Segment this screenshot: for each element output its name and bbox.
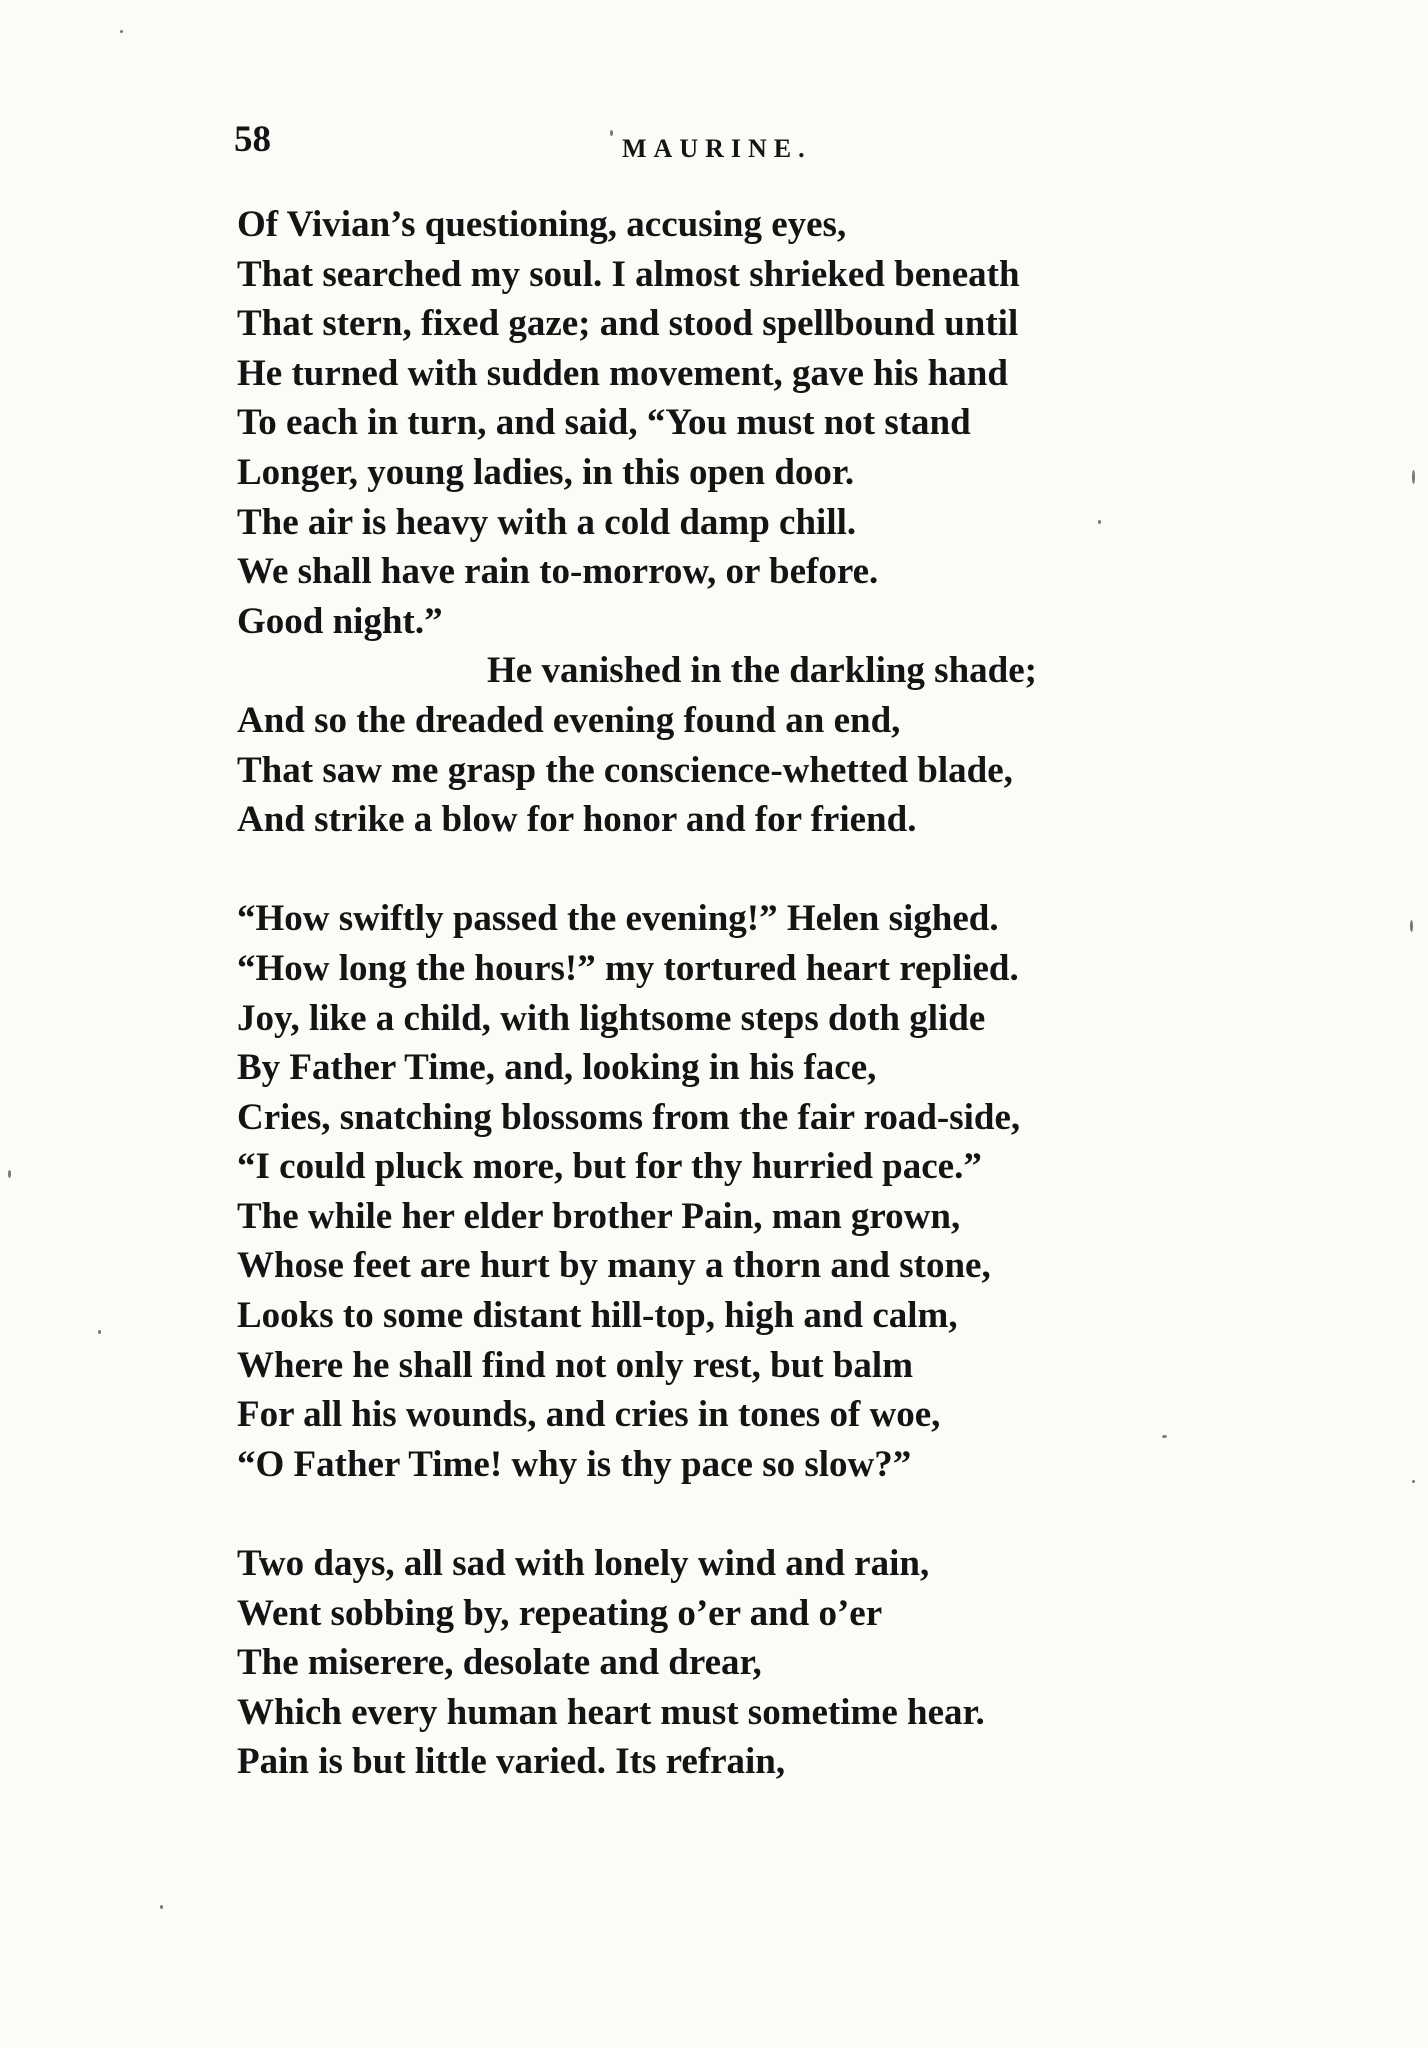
poem-line: The miserere, desolate and drear, (237, 1642, 762, 1684)
poem-line-indented: He vanished in the darkling shade; (487, 650, 1037, 692)
scan-speck (1412, 470, 1415, 484)
poem-line: That saw me grasp the conscience-whetted blade, (237, 749, 1013, 791)
poem-line: Good night.” (237, 600, 443, 642)
poem-line: Joy, like a child, with lightsome steps doth glide (237, 997, 986, 1039)
poem-line: The air is heavy with a cold damp chill. (237, 501, 857, 543)
poem-line: Longer, young ladies, in this open door. (237, 451, 855, 493)
poem-line: We shall have rain to-morrow, or before. (237, 551, 879, 593)
scan-speck (1162, 1435, 1167, 1438)
poem-line: Cries, snatching blossoms from the fair road-side, (237, 1096, 1021, 1138)
stanza-break (237, 845, 1237, 895)
poem-line: To each in turn, and said, “You must not stand (237, 402, 971, 444)
scan-speck (1410, 920, 1413, 932)
poem-line: “How swiftly passed the evening!” Helen sighed. (237, 898, 999, 940)
poem-line: “O Father Time! why is thy pace so slow?” (237, 1443, 912, 1485)
scan-speck (98, 1330, 101, 1334)
poem-line: For all his wounds, and cries in tones of woe, (237, 1394, 941, 1436)
running-title: MAURINE. (622, 134, 812, 163)
poem-line: Looks to some distant hill-top, high and calm, (237, 1295, 958, 1337)
poem-line: That stern, fixed gaze; and stood spellbound until (237, 303, 1019, 345)
scan-speck (1412, 1480, 1415, 1483)
scan-speck (160, 1905, 163, 1909)
poem-line: Pain is but little varied. Its refrain, (237, 1741, 786, 1783)
poem-line: Where he shall find not only rest, but balm (237, 1344, 914, 1386)
scan-speck (1098, 520, 1101, 524)
scan-speck (8, 1170, 11, 1178)
poem-body (237, 200, 1237, 1787)
poem-line: That searched my soul. I almost shrieked beneath (237, 253, 1020, 295)
poem-line: Which every human heart must sometime hear. (237, 1691, 985, 1733)
poem-line: “How long the hours!” my tortured heart replied. (237, 947, 1019, 989)
poem-line: By Father Time, and, looking in his face, (237, 1047, 877, 1089)
poem-line: Of Vivian’s questioning, accusing eyes, (237, 204, 847, 245)
page-header (234, 118, 1234, 168)
poem-line: And so the dreaded evening found an end, (237, 699, 901, 741)
poem-line: Two days, all sad with lonely wind and rain, (237, 1543, 930, 1585)
poem-line: Whose feet are hurt by many a thorn and stone, (237, 1245, 991, 1287)
poem-line: He turned with sudden movement, gave his hand (237, 352, 1008, 394)
scan-speck (610, 130, 613, 136)
stanza-break (237, 1489, 1237, 1539)
poem-line: The while her elder brother Pain, man grown, (237, 1195, 961, 1237)
poem-line: Went sobbing by, repeating o’er and o’er (237, 1592, 883, 1634)
page-number: 58 (234, 119, 271, 160)
scan-speck (120, 30, 123, 33)
poem-line: And strike a blow for honor and for friend. (237, 799, 917, 841)
poem-line: “I could pluck more, but for thy hurried pace.” (237, 1146, 982, 1188)
